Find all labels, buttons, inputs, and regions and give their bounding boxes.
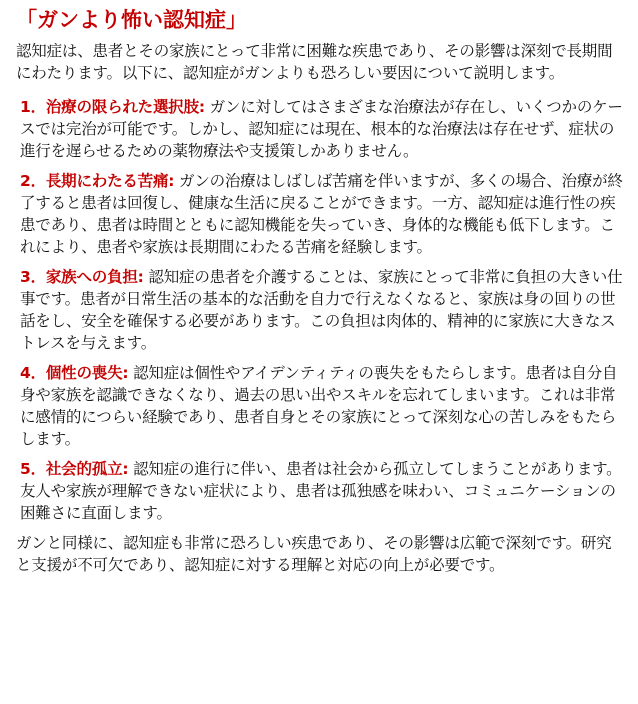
list-item xyxy=(16,96,626,162)
list-item xyxy=(16,170,626,258)
item-body: 認知症の患者を介護することは、家族にとって非常に負担の大きい仕事です。患者が日常生活の基本的な活動を自力で行えなくなると、家族は身の回りの世話をし、安全を確保する必要があります。この負担は肉体的、精神的に家族に大きなストレスを与えます。 xyxy=(20,268,623,352)
item-heading: 5．社会的孤立: xyxy=(20,460,129,478)
list-item xyxy=(16,458,626,524)
item-heading: 4．個性の喪失: xyxy=(20,364,129,382)
item-heading: 2．長期にわたる苦痛: xyxy=(20,172,175,190)
conclusion-paragraph: ガンと同様に、認知症も非常に恐ろしい疾患であり、その影響は広範で深刻です。研究と支援が不可欠であり、認知症に対する理解と対応の向上が必要です。 xyxy=(16,534,612,574)
item-body: ガンに対してはさまざまな治療法が存在し、いくつかのケースでは完治が可能です。しかし、認知症には現在、根本的な治療法は存在せず、症状の進行を遅らせるための薬物療法や支援策しかありません。 xyxy=(20,98,623,160)
item-heading: 1．治療の限られた選択肢: xyxy=(20,98,205,116)
list-item xyxy=(16,362,626,450)
intro-paragraph: 認知症は、患者とその家族にとって非常に困難な疾患であり、その影響は深刻で長期間にわたります。以下に、認知症がガンよりも恐ろしい要因について説明します。 xyxy=(16,42,613,82)
item-body: 認知症の進行に伴い、患者は社会から孤立してしまうことがあります。友人や家族が理解できない症状により、患者は孤独感を味わい、コミュニケーションの困難さに直面します。 xyxy=(20,460,622,522)
item-body: ガンの治療はしばしば苦痛を伴いますが、多くの場合、治療が終了すると患者は回復し、健康な生活に戻ることができます。一方、認知症は進行性の疾患であり、患者は時間とともに認知機能を失っていき、身体的な機能も低下します。これにより、患者や家族は長期間にわたる苦痛を経験します。 xyxy=(20,172,623,256)
item-body: 認知症は個性やアイデンティティの喪失をもたらします。患者は自分自身や家族を認識できなくなり、過去の思い出やスキルを忘れてしまいます。これは非常に感情的につらい経験であり、患者自身とその家族にとって深刻な心の苦しみをもたらします。 xyxy=(20,364,618,448)
list-item xyxy=(16,266,626,354)
page-title: 「ガンより怖い認知症」 xyxy=(16,8,247,32)
item-heading: 3．家族への負担: xyxy=(20,268,144,286)
